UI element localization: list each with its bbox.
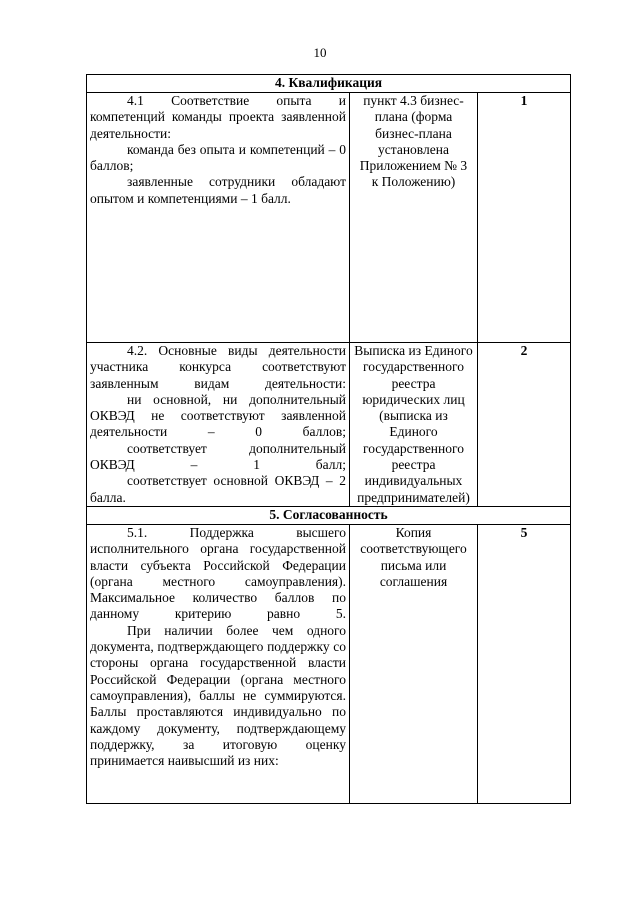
- criterion-paragraph: 4.1 Соответствие опыта и компетенций команды проекта заявленной деятельности:: [90, 93, 346, 141]
- source-line: реестра: [391, 375, 436, 391]
- source-line: пункт 4.3 бизнес-: [363, 93, 464, 108]
- source-line: к Положению): [371, 174, 456, 190]
- criterion-paragraph: При наличии более чем одного документа, подтверждающего поддержку со стороны органа государственной власти Российской Федерации (органа местного самоуправления), баллы не суммируются. Баллы проставляются индивидуально по каждому документу, подтверждающему поддержку, за итоговую оценку принимается наивысший из них:: [90, 622, 346, 769]
- criterion-description: [87, 524, 350, 803]
- source-line: соглашения: [379, 573, 448, 589]
- criterion-paragraph: соответствует основной ОКВЭД – 2 балла.: [90, 473, 346, 505]
- source-line: Копия: [395, 524, 432, 540]
- criterion-score: 1: [478, 93, 571, 343]
- criterion-paragraph: 5.1. Поддержка высшего исполнительного органа государственной власти субъекта Российской Федерации (органа местного самоуправления). Максимальное количество баллов по данному критерию равно 5.: [90, 524, 346, 622]
- section-title: 4. Квалификация: [87, 75, 571, 93]
- source-line: реестра: [391, 457, 436, 473]
- criterion-row: [87, 93, 571, 343]
- criterion-description: [87, 93, 350, 343]
- criteria-table: [86, 74, 571, 804]
- page-number: 10: [313, 45, 327, 60]
- criterion-paragraph: 4.2. Основные виды деятельности участника конкурса соответствуют заявленным видам деятельности:: [90, 343, 346, 391]
- criterion-description: [87, 343, 350, 507]
- criterion-paragraph: ни основной, ни дополнительный ОКВЭД не соответствуют заявленной деятельности – 0 баллов;: [90, 391, 346, 440]
- source-line: государственного: [363, 359, 464, 375]
- source-line: юридических лиц: [362, 391, 465, 407]
- source-line: Единого: [389, 424, 438, 440]
- source-line: бизнес-плана: [375, 125, 452, 141]
- source-line: предпринимателей): [357, 489, 470, 505]
- criterion-source: [350, 524, 478, 803]
- source-line: письма или: [380, 557, 447, 573]
- source-line: Выписка из Единого: [354, 343, 473, 358]
- source-line: индивидуальных: [364, 473, 463, 489]
- source-line: (выписка из: [379, 408, 448, 424]
- section-title: 5. Согласованность: [87, 506, 571, 524]
- criterion-row: [87, 343, 571, 507]
- source-line: Приложением № 3: [359, 158, 468, 174]
- source-line: установлена: [378, 141, 449, 157]
- criterion-score: 5: [478, 524, 571, 803]
- criterion-row: [87, 524, 571, 803]
- criterion-paragraph: команда без опыта и компетенций – 0 баллов;: [90, 141, 346, 174]
- criterion-paragraph: соответствует дополнительный ОКВЭД – 1 балл;: [90, 440, 346, 473]
- source-line: государственного: [363, 440, 464, 456]
- section-header-row: [87, 75, 571, 93]
- criterion-paragraph: заявленные сотрудники обладают опытом и компетенциями – 1 балл.: [90, 174, 346, 206]
- criterion-score: 2: [478, 343, 571, 507]
- criterion-source: [350, 93, 478, 343]
- source-line: плана (форма: [374, 109, 453, 125]
- section-header-row: [87, 506, 571, 524]
- source-line: соответствующего: [360, 541, 467, 557]
- criterion-source: [350, 343, 478, 507]
